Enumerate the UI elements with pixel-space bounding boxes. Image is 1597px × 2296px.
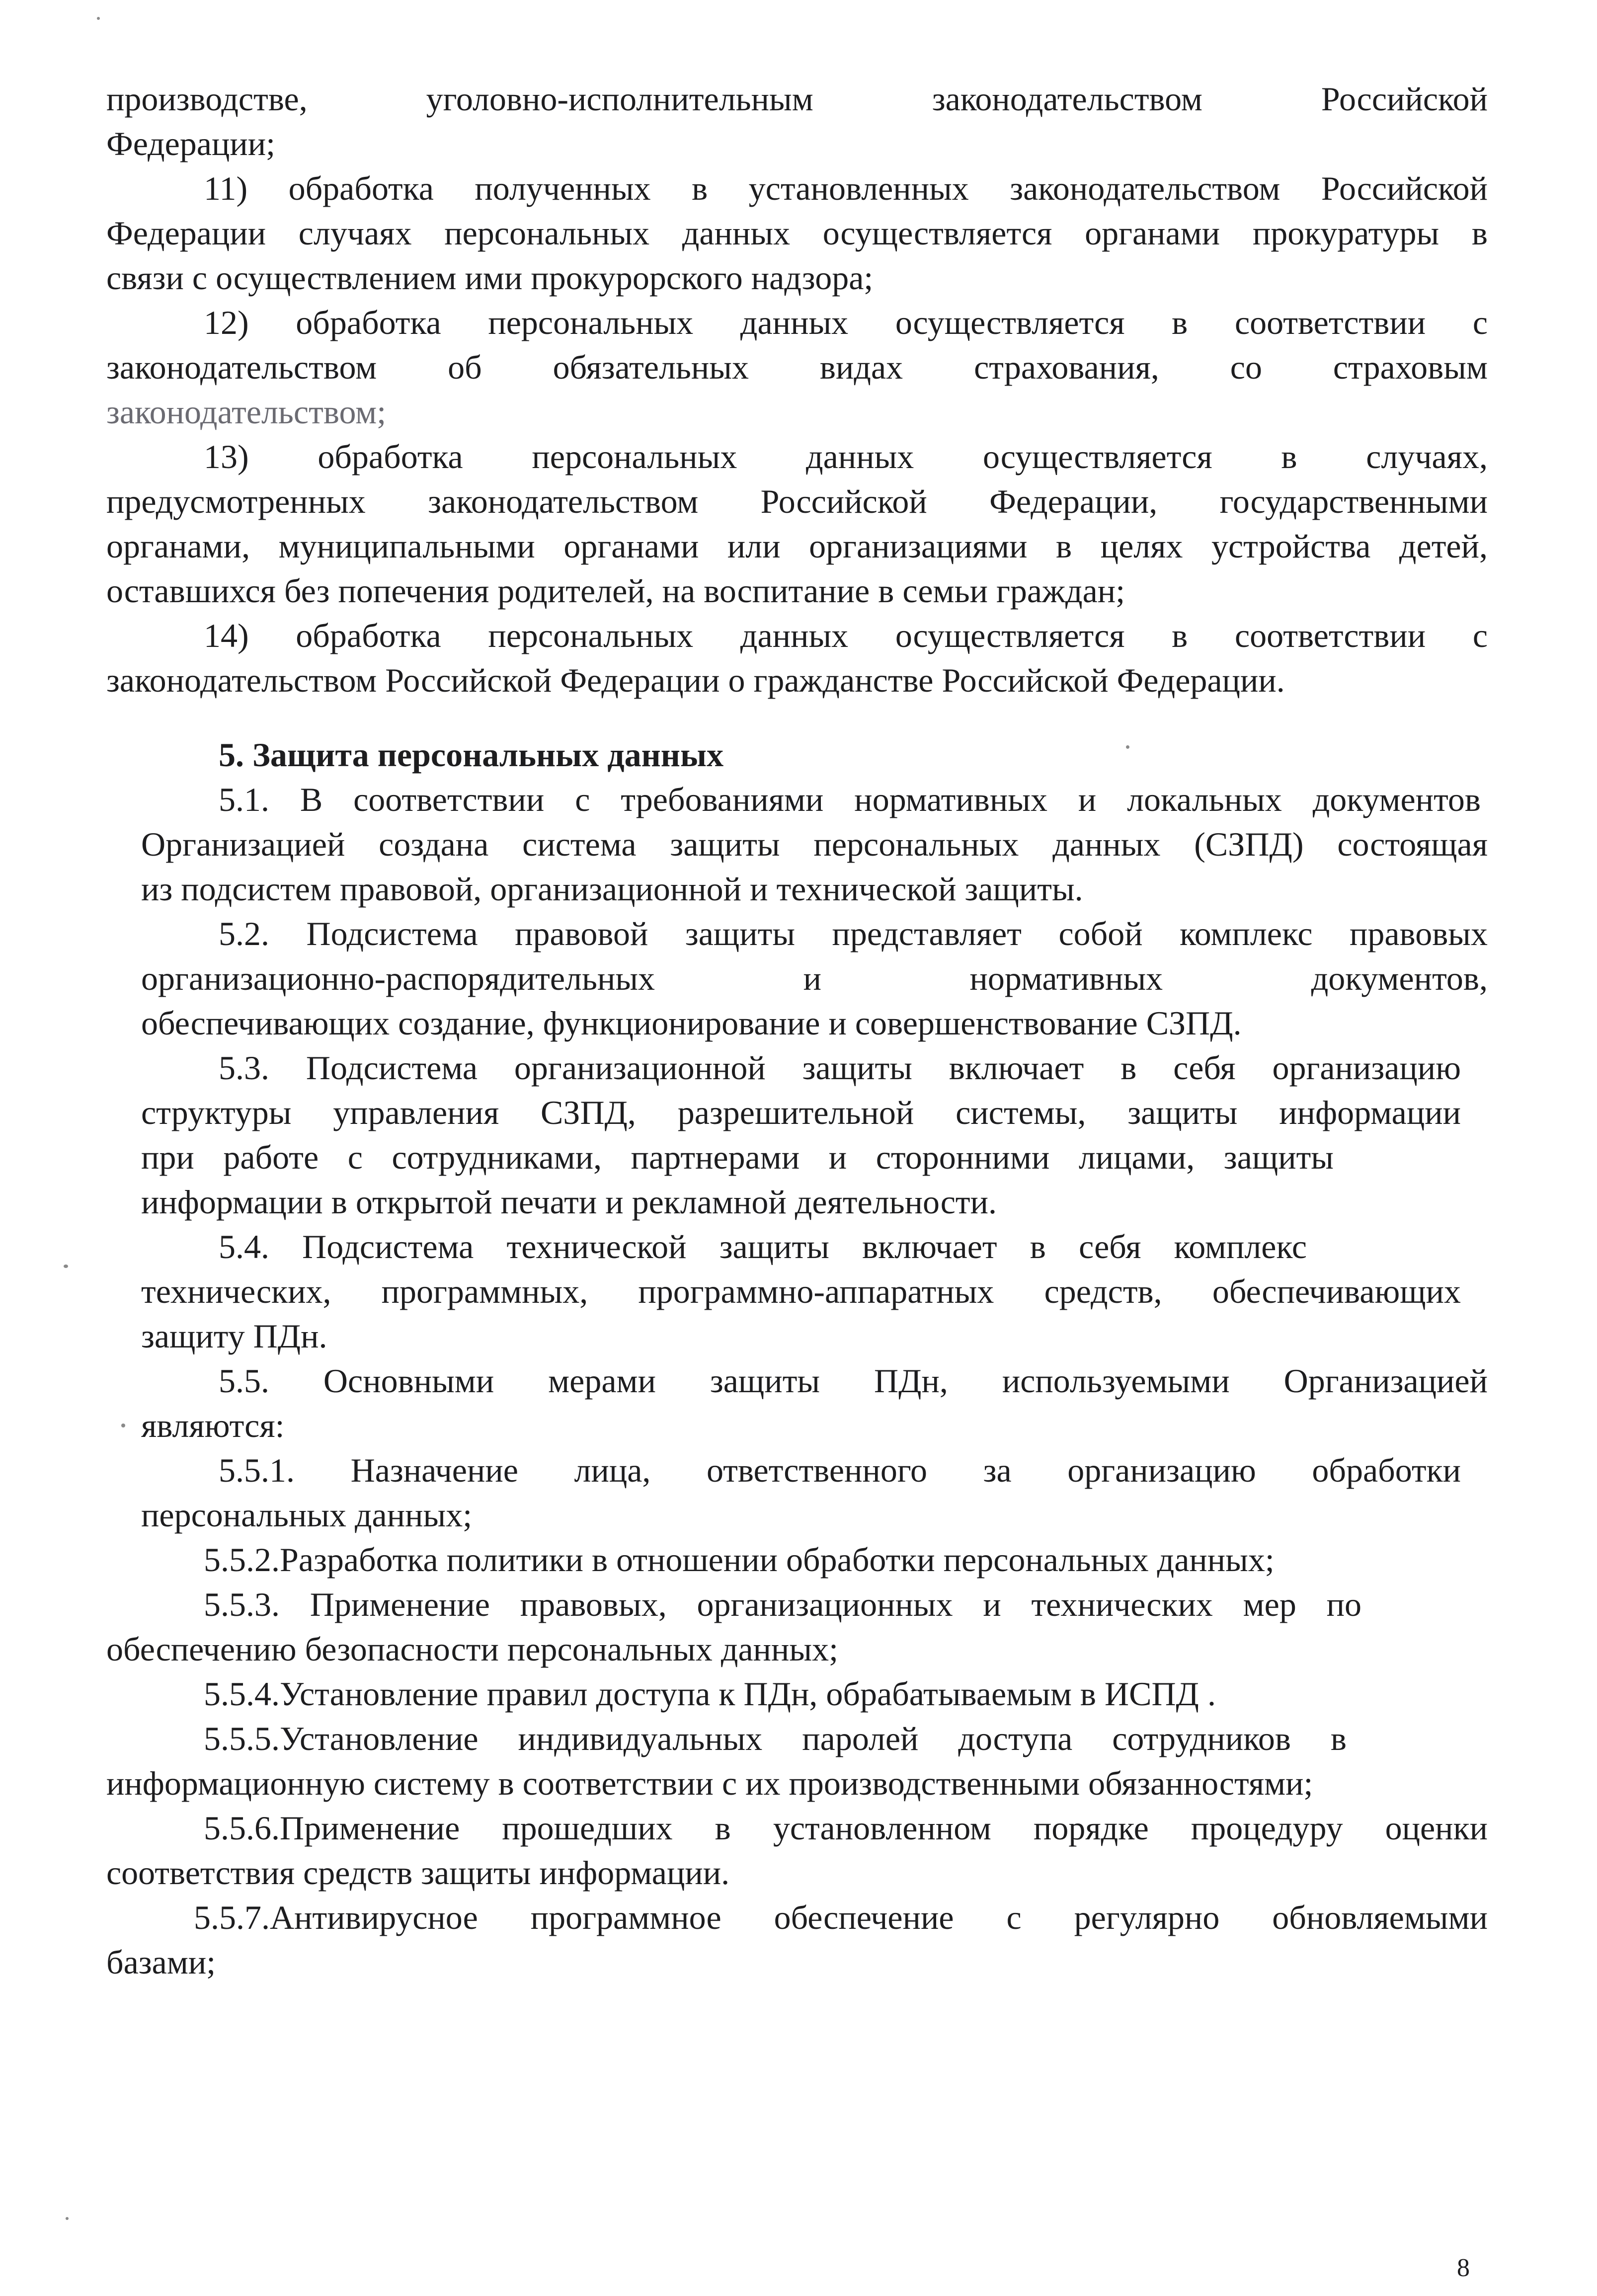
text-line: 5.5.2.Разработка политики в отношении обработки персональных данных;	[204, 1541, 1275, 1579]
text-line: 5.5. Основными мерами защиты ПДн, используемыми Организацией	[219, 1362, 1488, 1400]
text-line: организационно-распорядительных и нормативных документов,	[141, 959, 1488, 997]
text-line: являются:	[141, 1407, 285, 1444]
text-line: законодательством об обязательных видах страхования, со страховым	[106, 348, 1488, 386]
text-line: базами;	[106, 1943, 216, 1981]
text-line: 5.5.5.Установление индивидуальных паролей доступа сотрудников в	[204, 1720, 1347, 1757]
text-line: 5.1. В соответствии с требованиями нормативных и локальных документов	[219, 781, 1481, 818]
text-line: структуры управления СЗПД, разрешительной системы, защиты информации	[141, 1094, 1461, 1131]
scan-speck	[66, 2217, 69, 2220]
text-line: соответствия средств защиты информации.	[106, 1854, 730, 1892]
text-line: органами, муниципальными органами или организациями в целях устройства детей,	[106, 527, 1488, 565]
scan-speck	[1126, 745, 1129, 749]
text-line: персональных данных;	[141, 1496, 473, 1534]
text-line: 5.5.6.Применение прошедших в установленном порядке процедуру оценки	[204, 1809, 1488, 1847]
text-line: 13) обработка персональных данных осуществляется в случаях,	[204, 438, 1488, 475]
text-line: защиту ПДн.	[141, 1317, 327, 1355]
scan-speck	[97, 17, 100, 20]
section-heading: 5. Защита персональных данных	[219, 736, 724, 774]
text-line: технических, программных, программно-аппаратных средств, обеспечивающих	[141, 1272, 1461, 1310]
text-line: при работе с сотрудниками, партнерами и сторонними лицами, защиты	[141, 1138, 1334, 1176]
text-line: оставшихся без попечения родителей, на воспитание в семьи граждан;	[106, 572, 1125, 610]
text-line: связи с осуществлением ими прокурорского надзора;	[106, 259, 874, 297]
text-line: 5.5.3. Применение правовых, организационных и технических мер по	[204, 1585, 1361, 1623]
text-line: Организацией создана система защиты персональных данных (СЗПД) состоящая	[141, 825, 1488, 863]
text-line: Федерации случаях персональных данных осуществляется органами прокуратуры в	[106, 214, 1488, 252]
text-line: 12) обработка персональных данных осуществляется в соответствии с	[204, 304, 1488, 341]
text-line: предусмотренных законодательством Российской Федерации, государственными	[106, 482, 1488, 520]
text-line: обеспечивающих создание, функционирование и совершенствование СЗПД.	[141, 1004, 1242, 1042]
text-line: законодательством;	[106, 393, 387, 431]
text-line: Федерации;	[106, 125, 276, 162]
text-line: 5.5.7.Антивирусное программное обеспечение с регулярно обновляемыми	[194, 1899, 1488, 1936]
text-line: законодательством Российской Федерации о гражданстве Российской Федерации.	[106, 661, 1285, 699]
text-line: обеспечению безопасности персональных данных;	[106, 1630, 838, 1668]
text-line: 14) обработка персональных данных осуществляется в соответствии с	[204, 617, 1488, 654]
text-line: 5.5.4.Установление правил доступа к ПДн, обрабатываемым в ИСПД .	[204, 1675, 1216, 1713]
text-line: 5.3. Подсистема организационной защиты включает в себя организацию	[219, 1049, 1461, 1087]
text-line: информации в открытой печати и рекламной деятельности.	[141, 1183, 997, 1221]
text-line: 5.2. Подсистема правовой защиты представляет собой комплекс правовых	[219, 915, 1488, 952]
text-line: производстве, уголовно-исполнительным законодательством Российской	[106, 80, 1488, 118]
scan-speck	[121, 1424, 125, 1427]
scan-speck	[64, 1265, 68, 1268]
text-line: 5.5.1. Назначение лица, ответственного за организацию обработки	[219, 1451, 1461, 1489]
text-line: информационную систему в соответствии с их производственными обязанностями;	[106, 1764, 1313, 1802]
text-line: 11) обработка полученных в установленных законодательством Российской	[204, 169, 1488, 207]
text-line: из подсистем правовой, организационной и технической защиты.	[141, 870, 1083, 908]
text-line: 5.4. Подсистема технической защиты включает в себя комплекс	[219, 1228, 1307, 1266]
page-number: 8	[1457, 2254, 1470, 2282]
